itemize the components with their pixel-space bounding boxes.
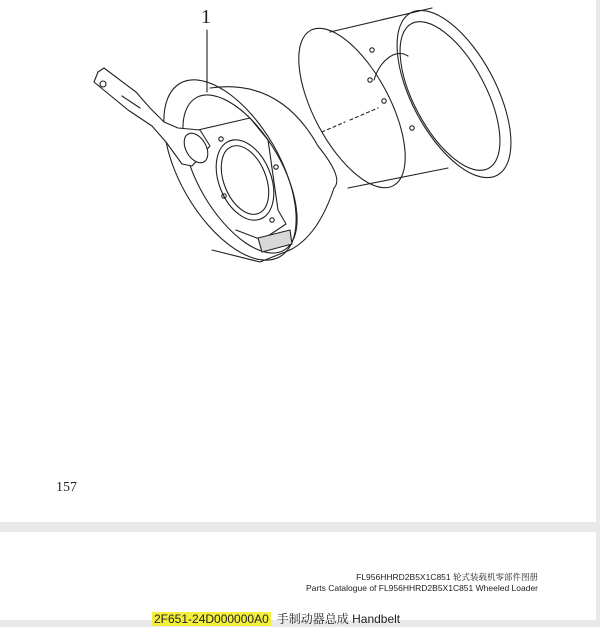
catalog-header-line1: FL956HHRD2B5X1C851 轮式装载机零部件图册	[356, 572, 538, 582]
highlighted-part-code[interactable]: 2F651-24D000000A0	[154, 612, 269, 626]
catalog-page-bottom	[0, 532, 596, 626]
section-title-text: 手制动器总成 Handbelt	[276, 612, 401, 626]
catalog-header	[306, 572, 538, 594]
brake-shoe-housing-part	[137, 58, 337, 281]
actuating-lever-part	[94, 68, 213, 167]
brake-drum-part	[277, 0, 534, 204]
catalog-header-line2: Parts Catalogue of FL956HHRD2B5X1C851 Wheeled Loader	[306, 583, 538, 593]
page-number: 157	[56, 480, 77, 495]
section-title	[152, 610, 400, 627]
callout-number: 1	[201, 6, 211, 28]
